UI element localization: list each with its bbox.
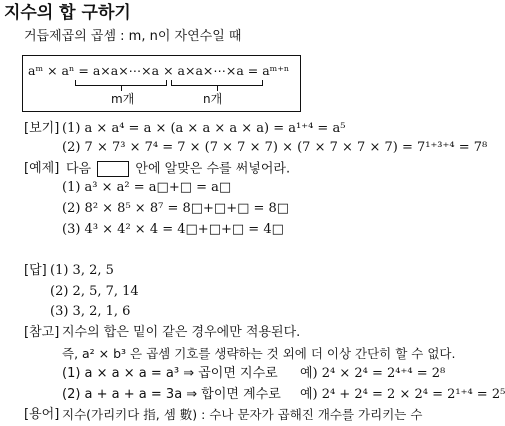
instruction-before: 다음: [66, 161, 92, 177]
page-title: 지수의 합 구하기: [4, 3, 131, 23]
note-line-2: 즉, a² × b³ 은 곱셈 기호를 생략하는 것 외에 더 이상 간단히 할 수 없다.: [62, 346, 456, 361]
definition-heading: 거듭제곱의 곱셈 : m, n이 자연수일 때: [24, 29, 242, 44]
note-line-4-right: 예) 2⁴ + 2⁴ = 2 × 2⁴ = 2¹⁺⁴ = 2⁵: [300, 387, 505, 402]
brace-m-label: m개: [111, 92, 135, 106]
note-line-3-left: (1) a × a × a = a³ ⇒ 곱이면 지수로: [62, 366, 278, 381]
example-line-2: (2) 7 × 7³ × 7⁴ = 7 × (7 × 7 × 7) × (7 × 7 × 7 × 7) = 7¹⁺³⁺⁴ = 7⁸: [62, 140, 488, 155]
note-line-4-left: (2) a + a + a = 3a ⇒ 합이면 계수로: [62, 387, 281, 402]
answer-item-2: (2) 2, 5, 7, 14: [50, 284, 139, 299]
note-label: [참고]: [24, 325, 60, 340]
exercise-label: [예제]: [24, 161, 60, 176]
brace-n-label: n개: [203, 92, 223, 106]
exercise-item-1: (1) a³ × a² = a□+□ = a□: [62, 180, 232, 195]
term-label: [용어]: [24, 407, 60, 422]
answer-item-1: (1) 3, 2, 5: [50, 263, 114, 278]
answer-item-3: (3) 3, 2, 1, 6: [50, 304, 131, 319]
instruction-after: 안에 알맞은 수를 써넣어라.: [135, 161, 291, 177]
term-text: 지수(가리키다 指, 셈 數) : 수나 문자가 곱해진 개수를 가리키는 수: [62, 407, 423, 422]
exercise-item-3: (3) 4³ × 4² × 4 = 4□+□+□ = 4□: [62, 222, 284, 237]
example-label: [보기]: [24, 121, 60, 136]
blank-box: [97, 161, 129, 177]
example-line-1: (1) a × a⁴ = a × (a × a × a × a) = a¹⁺⁴ = a⁵: [62, 121, 346, 136]
brace-n: [171, 80, 263, 86]
exercise-item-2: (2) 8² × 8⁵ × 8⁷ = 8□+□+□ = 8□: [62, 201, 290, 216]
answer-label: [답]: [24, 263, 47, 278]
exercise-instruction: [66, 161, 290, 178]
note-line-1: 지수의 합은 밑이 같은 경우에만 적용된다.: [62, 325, 301, 340]
formula: aᵐ × aⁿ = a×a×⋯×a × a×a×⋯×a = aᵐ⁺ⁿ: [28, 63, 290, 78]
note-line-3-right: 예) 2⁴ × 2⁴ = 2⁴⁺⁴ = 2⁸: [300, 366, 446, 381]
brace-m: [75, 80, 167, 86]
